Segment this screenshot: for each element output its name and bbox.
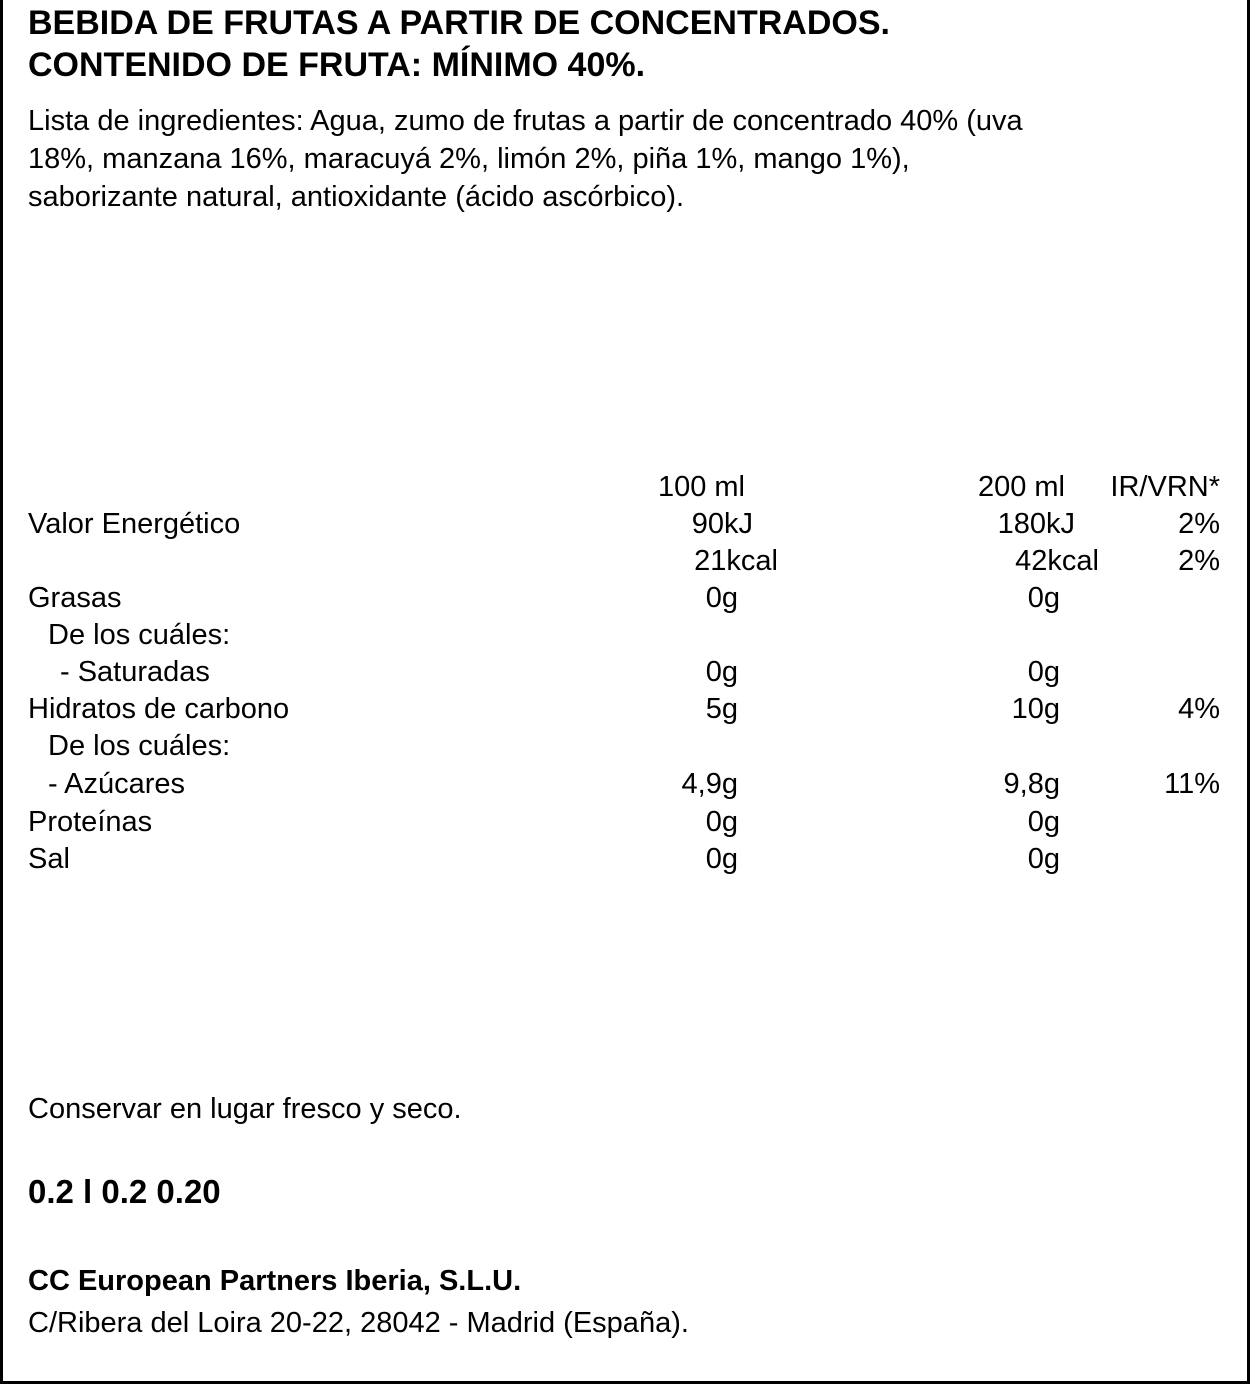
row-energy-vr: 2% [1178, 508, 1220, 540]
header-ir-vrn: IR/VRN* [1110, 471, 1220, 503]
ingredients-list [28, 102, 1218, 216]
row-hidratos-200: 10g [1011, 693, 1060, 725]
row-label-grasas: Grasas [28, 582, 122, 614]
row-saturadas-200: 0g [1027, 656, 1060, 688]
row-label-azucares: - Azúcares [48, 768, 185, 800]
row-label-de-los-cuales-1: De los cuáles: [48, 619, 231, 651]
row-proteinas-200: 0g [1027, 806, 1060, 838]
row-label-energy: Valor Energético [28, 508, 241, 540]
ingredients-line-2: 18%, manzana 16%, maracuyá 2%, limón 2%, piña 1%, mango 1%), [28, 143, 910, 175]
row-sal-100: 0g [705, 843, 738, 875]
row-azucares-vr: 11% [1164, 768, 1220, 800]
row-label-proteinas: Proteínas [28, 806, 153, 838]
row-proteinas-100: 0g [705, 806, 738, 838]
row-energy-100: 90kJ [691, 508, 753, 540]
header-200ml: 200 ml [977, 471, 1065, 503]
row-hidratos-100: 5g [705, 693, 738, 725]
row-saturadas-100: 0g [705, 656, 738, 688]
row-grasas-200: 0g [1027, 582, 1060, 614]
row-label-de-los-cuales-2: De los cuáles: [48, 730, 231, 762]
row-sal-200: 0g [1027, 843, 1060, 875]
row-label-sal: Sal [28, 843, 70, 875]
title-line-2: CONTENIDO DE FRUTA: MÍNIMO 40%. [28, 46, 646, 84]
storage-instructions: Conservar en lugar fresco y seco. [28, 1093, 462, 1125]
company-name: CC European Partners Iberia, S.L.U. [28, 1265, 522, 1297]
row-azucares-100: 4,9g [681, 768, 738, 800]
row-label-hidratos: Hidratos de carbono [28, 693, 290, 725]
title-line-1: BEBIDA DE FRUTAS A PARTIR DE CONCENTRADOS. [28, 4, 890, 42]
row-kcal-200: 42kcal [1015, 545, 1099, 577]
header-100ml: 100 ml [657, 471, 745, 503]
row-azucares-200: 9,8g [1003, 768, 1060, 800]
row-label-saturadas: - Saturadas [60, 656, 210, 688]
ingredients-line-3: saborizante natural, antioxidante (ácido ascórbico). [28, 181, 685, 213]
row-kcal-vr: 2% [1178, 545, 1220, 577]
ingredients-line-1: Lista de ingredientes: Agua, zumo de frutas a partir de concentrado 40% (uva [28, 105, 1023, 137]
row-hidratos-vr: 4% [1178, 693, 1220, 725]
company-address: C/Ribera del Loira 20-22, 28042 - Madrid (España). [28, 1307, 689, 1339]
product-title [28, 2, 890, 86]
row-grasas-100: 0g [705, 582, 738, 614]
row-kcal-100: 21kcal [694, 545, 778, 577]
volume-marking: 0.2 l 0.2 0.20 [28, 1173, 221, 1210]
row-energy-200: 180kJ [997, 508, 1075, 540]
